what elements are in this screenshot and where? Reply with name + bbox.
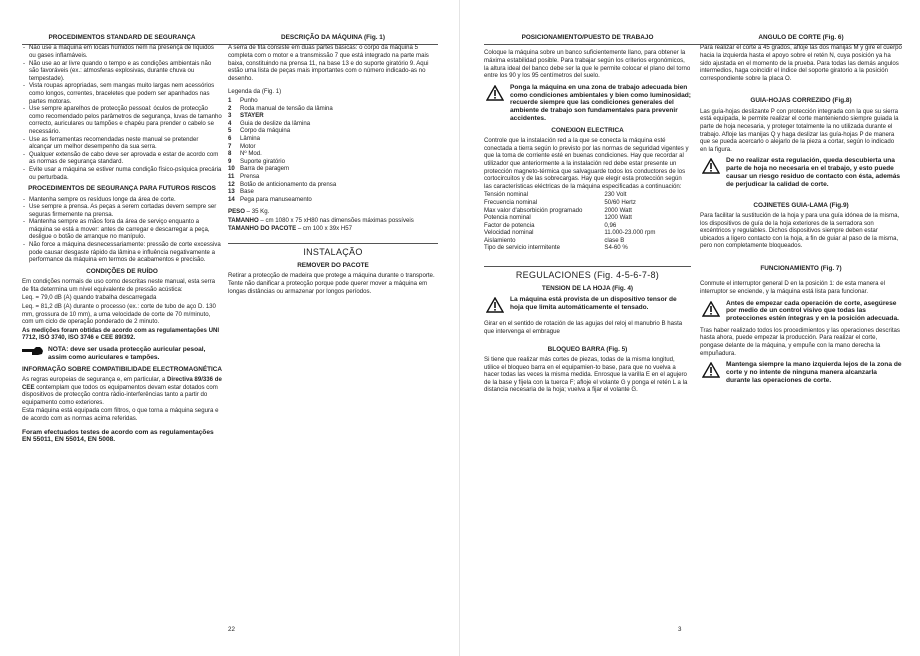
warning-icon: [702, 158, 720, 174]
warning-text: La máquina está provista de un dispositivo tensor de hoja que limita automáticamente el tensado.: [510, 296, 677, 312]
heading-emc: INFORMAÇÃO SOBRE COMPATIBILIDADE ELECTROMAGNÉTICA: [22, 365, 222, 373]
list-item: - Use sempre aparelhos de protecção pessoal: óculos de protecção como recomendado pelos parâmetros de segurança, luvas de tamanho correcto, auriculares ou tampões e chapéu para prender o cabelo se necessário.: [29, 105, 222, 135]
warning-icon: [702, 362, 720, 378]
warning-text: De no realizar esta regulación, queda descubierta una parte de hoja no necesaria en el trabajo, y esto puede causar un riesgo residuo de contacto con ésta, además de perjudicar la calidad de corte.: [726, 157, 901, 188]
heading-installation: INSTALAÇÃO: [228, 243, 438, 258]
right-column-2: [700, 30, 902, 389]
legend-item: 2 Roda manual de tensão da lâmina: [228, 104, 333, 112]
left-column-2: [228, 30, 438, 296]
noise-leq-work: Leq. = 81,2 dB (A) durante o processo (ex.: corte de tubo de aço D. 130 mm, grossura de 10 mm), a uma velocidade de corte de 70 m/minuto, com um ciclo de operação ponderado de 2 minuto.: [22, 303, 216, 326]
table-row: Potencia nominal 1200 Watt: [484, 214, 632, 222]
noise-regulations: As medições foram obtidas de acordo com as regulamentações UNI 7712, ISO 3740, ISO 3746 e CEE 89/392.: [22, 326, 220, 342]
size-line: TAMANHO – cm 1080 x 75 xH80 nas dimensões máximas possíveis: [228, 216, 414, 224]
heading-regulations: REGULACIONES (Fig. 4-5-6-7-8): [484, 266, 691, 281]
legend-item: 9 Suporte giratório: [228, 157, 286, 165]
table-row: Velocidad nominal 11.000-23.000 rpm: [484, 229, 656, 237]
weight-line: PESO – 35 Kg.: [228, 208, 270, 216]
cut-angle-text: Para realizar el corte a 45 grados, afloje las dos manijas M y gire el cuerpo hacia la izquierda hasta el apoyo sobre el retén N, cuya posición ya ha sido ajustada en el momento de la prueba. Para todas las demás angulos intermedios, haga coincidir el índice del soporte giratorio a la posición correspondiente sobre la placa O.: [700, 44, 902, 82]
right-column-1: [484, 30, 691, 395]
legend-item: 10 Barra de paragem: [228, 165, 290, 173]
warning-text: Mantenga siempre la mano izquierda lejos de la zona de corte y no intente de ninguna manera alcanzarla durante las operaciones de corte.: [726, 361, 902, 384]
heading-electric: CONEXION ELECTRICA: [551, 126, 624, 134]
table-row: Max valor d'absorbición programado 2000 Watt: [484, 206, 632, 214]
legend-item: 3 STAYER: [228, 112, 264, 120]
warning-workplace: [484, 84, 691, 123]
table-row: Frecuencia nominal 50/60 Hertz: [484, 198, 636, 206]
list-item: - Vista roupas apropriadas, sem mangas muito largas nem acessórios como longos, correntes, braceletes que podem ser apanhados nas partes motoras.: [29, 82, 222, 105]
warning-text: Ponga la máquina en una zona de trabajo adecuada bien como condiciones ambientales y bien como luminosidad; recuerde siempre que las condiciones generales del ambiente de trabajo son fundamentales para prevenir accidentes.: [510, 83, 691, 122]
heading-guide-bearings: COJINETES GUIA-LAMA (Fig.9): [753, 201, 849, 209]
list-item: - Não force a máquina desnecessariamente: pressão de corte excessiva pode causar desgaste rápido da lâmina e influência negativamente a performance da máquina em termos de acabamentos e precisão.: [29, 241, 222, 264]
page-number-right: 3: [678, 626, 682, 633]
list-item: - Qualquer extensão de cabo deve ser aprovada e estar de acordo com as normas de segurança standard.: [29, 151, 222, 166]
blade-guide-text: Las guía-hojas deslizante P con protección integrada con la que su sierra está equipada, le permite realizar el corte manteniendo siempre guiada la parte de hoja necesaria, y proteger totalmente la no utilizada durante el trabajo. Afloje las manijas Q y haga deslizar las guía-hojas P de manera que se pueda acercarlo o alejarlo de la pieza a cortar, según lo indicado en la figura.: [700, 107, 899, 153]
table-row: Tensión nominal 230 Volt: [484, 191, 627, 199]
tension-text: Girar en el sentido de rotación de las agujas del reloj el manubrio B hasta que intervenga el embrague: [484, 320, 683, 336]
operation-text: Conmute el interruptor general D en la posición 1: de esta manera el interruptor se enciende, y la máquina está lista para funcionar.: [700, 280, 885, 295]
list-item: - Mantenha sempre os resíduos longe da área de corte.: [29, 196, 222, 204]
heading-unpacking: REMOVER DO PACOTE: [297, 262, 369, 270]
list-item: - Não use a máquina em locais húmidos nem na presença de líquidos ou gases inflamáveis.: [29, 44, 222, 59]
right-page: [460, 0, 920, 656]
list-item: - Mantenha sempre as mãos fora da área de serviço enquanto a máquina se está a mover: antes de carregar e descarregar a peça, desligue o botão de arranque no manípulo.: [29, 218, 222, 241]
emc-text-1c: contemplam que todos os equipamentos devam estar dotados com dispositivos de protecção contra rádio-interferências tanto a partir do equipamento como exteriores.: [22, 383, 218, 406]
legend-item: 14 Pega para manuseamento: [228, 195, 312, 203]
table-row: Factor de potencia 0,96: [484, 221, 617, 229]
list-item: - Evite usar a máquina se estiver numa condição físico-psíquica precária ou perturbada.: [29, 166, 222, 181]
legend-item: 12 Botão de anticionamento da prensa: [228, 180, 337, 188]
heading-cut-angle: ANGULO DE CORTE (Fig. 6): [758, 34, 844, 41]
warning-left-hand: [700, 361, 902, 384]
legend-item: 13 Base: [228, 188, 254, 196]
emc-directive: Directiva 89/336 de CEE: [22, 376, 222, 391]
hearing-note-text: NOTA: deve ser usada protecção auricular pesoal, assim como auriculares e tampões.: [48, 346, 206, 361]
emc-tests: Foram efectuados testes de acordo com as regulamentações EN 55011, EN 55014, EN 5008.: [22, 428, 214, 444]
pointing-hand-icon: [22, 346, 44, 356]
heading-noise: CONDIÇÕES DE RUÍDO: [86, 267, 158, 275]
workstation-text: Coloque la máquina sobre un banco suficientemente llano, para obtener la máxima estabilidad posible. Para trabajar según los criterios ergonómicos, la altura ideal del banco debe ser la que le permite colocar el plano del torno entre los 90 y los 95 centímetros del suelo.: [484, 49, 691, 80]
unpacking-text: Retirar a protecção de madeira que protege a máquina durante o transporte. Tente não danificar a protecção porque pode querer mover a máquina em longas distâncias ou armazenar por longos períodos.: [228, 272, 435, 295]
heading-future-risks: PROCEDIMENTOS DE SEGURANÇA PARA FUTUROS RISCOS: [28, 185, 216, 193]
noise-leq-idle: Leq. = 79,0 dB (A) quando trabalha descarregada: [22, 294, 157, 302]
warning-text: Antes de empezar cada operación de corte, asegúrese por medio de un control visivo que todas las protecciones estén íntegras y en la posición adecuada.: [726, 299, 899, 323]
list-item: - Use as ferramentas recomendadas neste manual se pretender alcançar um melhor desempenho da sua serra.: [29, 136, 222, 151]
legend-list: [228, 97, 438, 203]
future-risks-list: [22, 196, 222, 264]
list-item: - Use sempre a prensa. As peças a serem cortadas devem sempre ser seguras firmemente na prensa.: [29, 203, 222, 218]
table-row: Tipo de servicio intermitente S4-60 %: [484, 244, 628, 252]
legend-item: 5 Corpo da máquina: [228, 127, 291, 135]
emc-text-2: Esta máquina está equipada com filtros, o que torna a máquina segura e de acordo com as normas acima referidas.: [22, 407, 219, 422]
bar-lock-text: Si tiene que realizar más cortes de piezas, todas de la misma longitud, utilice el bloqueo barra en el equipamien-to base, para que no vuelva a hacer todas las veces la misma medida. Enrosque la varilla E en el agujero de la base y fíjela con la tuerca F; afloje el volante G y ponga el retén L a la distancia necesaria de la hoja; vuelva a fijar el volante G.: [484, 356, 688, 394]
guide-bearings-text: Para facilitar la sustitución de la hoja y para una guía idónea de la misma, los dispositivos de guía de la hoja exteriores de la serradora son excéntricos y regulables. Dichos dispositivos siempre deben estar ubicados a ligero contacto con la hoja, a fin de guiar al paso de la misma, pero non completamente bloqueados.: [700, 211, 900, 250]
heading-blade-tension: TENSION DE LA HOJA (Fig. 4): [541, 285, 634, 293]
heading-operation: FUNCIONAMIENTO (Fig. 7): [760, 264, 842, 272]
after-procedures-text: Tras haber realizado todos los procedimientos y las operaciones descritas hasta ahora, puede empezar la producción. Para realizar el corte, pongase delante de la máquina, y empuñe con la mano derecha la empuñadura.: [700, 326, 900, 357]
warning-icon: [486, 297, 504, 313]
standard-safety-list: [22, 44, 222, 181]
left-column-1: [22, 30, 222, 445]
heading-standard-safety: PROCEDIMENTOS STANDARD DE SEGURANÇA: [48, 34, 196, 41]
emc-text-1: [22, 376, 222, 406]
emc-text-1a: As regras europeias de segurança e, em particular, a: [22, 376, 166, 383]
legend-item: 4 Guia de deslize da lâmina: [228, 119, 311, 127]
page-number-left: 22: [228, 626, 235, 633]
heading-machine-description: DESCRIÇÃO DA MÁQUINA (Fig. 1): [281, 34, 385, 41]
legend-item: 1 Punho: [228, 96, 258, 104]
machine-description-text: A serra de fita consiste em duas partes básicas: o corpo da máquina 5 completa com o motor e a transmissão 7 que está integrado na parte mais baixa, constituindo na prensa 11, na base 13 e do suporte giratório 9. Aqui estão uma lista de peças mais importantes com o número indicado-as no desenho.: [228, 44, 429, 82]
heading-blade-guide: GUIA-HOJAS CORREZIDO (Fig.8): [750, 97, 852, 105]
warning-guide: [700, 157, 902, 188]
list-item: - Não use ao ar livre quando o tempo e as condições ambientais não são favoráveis (ex.: atmosferas explosivas, durante chuva ou tempestade).: [29, 60, 222, 83]
electric-text: Controle que la instalación red a la que se conecta la máquina esté conectada a tierra según lo previsto por las normas de seguridad vigentes y que la toma de corriente esté en buenas condiciones. Hay que recordar al utilizador que anteriormente a la instalación red debe estar presente un protección magneto-térmica que salvaguarde todos los conductores de los cortocircuitos y de las sobrecargas. Hay que elegir esta protección según las características eléctricas de la máquina especificadas a continuación:: [484, 137, 689, 190]
hearing-note: [22, 346, 222, 362]
legend-item: 7 Motor: [228, 142, 256, 150]
electric-specs-table: [484, 191, 677, 252]
heading-workstation: POSICIONAMIENTO/PUESTO DE TRABAJO: [521, 34, 654, 41]
legend-item: 6 Lâmina: [228, 134, 260, 142]
noise-text: Em condições normais de uso como descritas neste manual, esta serra de fita determina um nível equivalente de pressão acústica:: [22, 278, 216, 293]
legend-item: 11 Prensa: [228, 172, 260, 180]
legend-title: Legenda da (Fig. 1): [228, 88, 282, 96]
warning-icon: [486, 85, 504, 101]
heading-bar-lock: BLOQUEO BARRA (Fig. 5): [547, 345, 628, 353]
table-row: Aislamiento clase B: [484, 236, 625, 244]
legend-item: 8 Nº Mod.: [228, 150, 262, 158]
warning-icon: [702, 301, 720, 317]
warning-protections: [700, 300, 902, 323]
warning-tension: [484, 296, 691, 316]
package-size-line: TAMANHO DO PACOTE – cm 100 x 39x H57: [228, 225, 353, 233]
